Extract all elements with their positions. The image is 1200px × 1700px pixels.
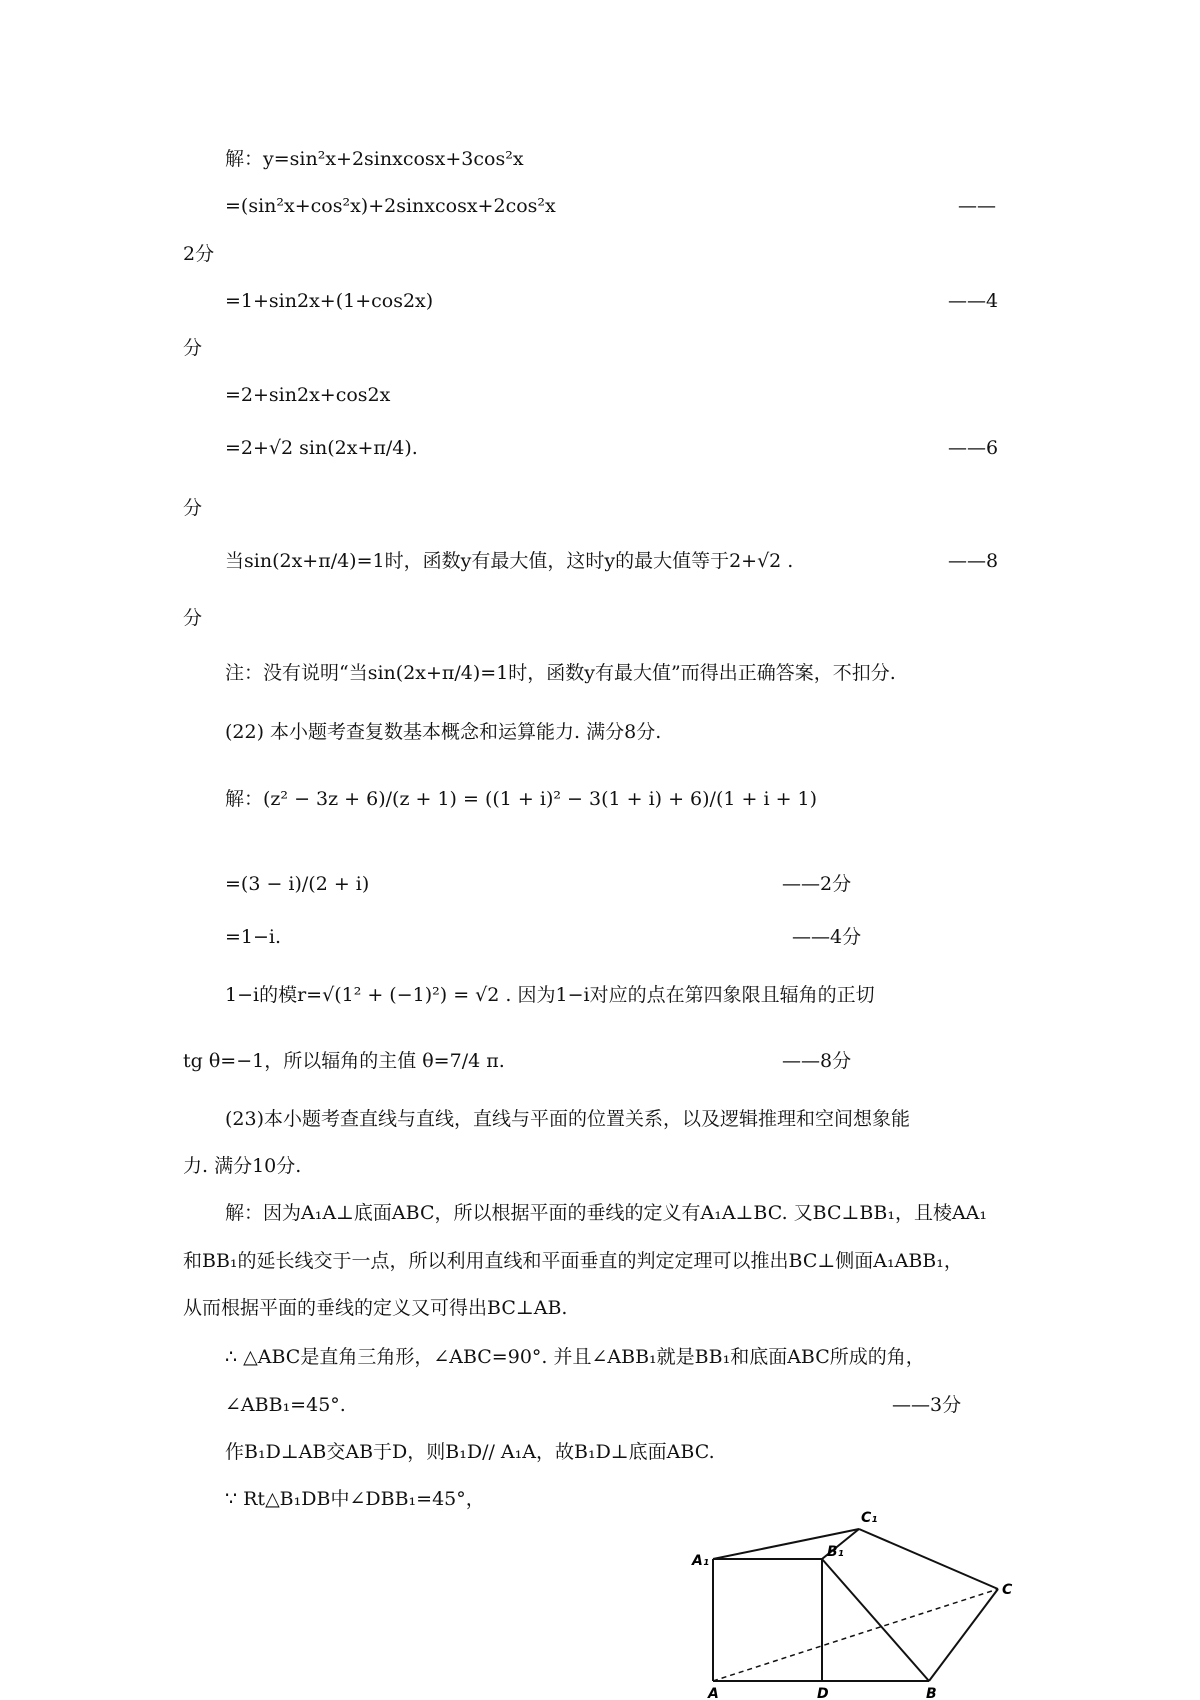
text-line: 注：没有说明“当sin(2x+π/4)=1时，函数y有最大值”而得出正确答案，不扣分. <box>225 662 896 684</box>
text-line: ∠ABB₁=45°. <box>225 1394 346 1416</box>
label-a: A <box>708 1686 719 1700</box>
score-marker: ——8分 <box>782 1050 852 1072</box>
text-line: =(sin²x+cos²x)+2sinxcosx+2cos²x <box>225 195 556 217</box>
text-line: 解：因为A₁A⊥底面ABC，所以根据平面的垂线的定义有A₁A⊥BC. 又BC⊥BB₁，且棱AA₁ <box>225 1202 988 1224</box>
text-line: ∴ △ABC是直角三角形，∠ABC=90°. 并且∠ABB₁就是BB₁和底面ABC所成的角， <box>225 1346 925 1368</box>
score-marker: —— <box>958 195 996 217</box>
score-marker: ——3分 <box>892 1394 962 1416</box>
text-line: =2+sin2x+cos2x <box>225 384 391 406</box>
label-b: B <box>926 1686 937 1700</box>
score-marker: ——2分 <box>782 873 852 895</box>
edge-c1c <box>859 1529 998 1589</box>
edge-ac-hidden <box>713 1589 998 1681</box>
label-c: C <box>1002 1582 1013 1598</box>
label-d: D <box>817 1686 829 1700</box>
text-line: =(3 − i)/(2 + i) <box>225 873 370 895</box>
text-line: 力. 满分10分. <box>183 1155 302 1177</box>
text-line: 解：y=sin²x+2sinxcosx+3cos²x <box>225 148 524 170</box>
text-line: 作B₁D⊥AB交AB于D，则B₁D// A₁A，故B₁D⊥底面ABC. <box>225 1441 715 1463</box>
score-marker: ——4分 <box>792 926 862 948</box>
text-line: =1+sin2x+(1+cos2x) <box>225 290 434 312</box>
text-line: (22) 本小题考查复数基本概念和运算能力. 满分8分. <box>225 721 662 743</box>
text-line: (23)本小题考查直线与直线，直线与平面的位置关系，以及逻辑推理和空间想象能 <box>225 1108 911 1130</box>
text-line: 从而根据平面的垂线的定义又可得出BC⊥AB. <box>183 1297 568 1319</box>
text-line: ∵ Rt△B₁DB中∠DBB₁=45°， <box>225 1488 485 1510</box>
text-line: tg θ=−1，所以辐角的主值 θ=7/4 π. <box>183 1050 505 1072</box>
label-b1: B₁ <box>827 1544 844 1560</box>
prism-figure <box>690 1505 1050 1700</box>
label-c1: C₁ <box>861 1510 878 1526</box>
text-line: 1−i的模r=√(1² + (−1)²) = √2 . 因为1−i对应的点在第四象限且辐角的正切 <box>225 984 875 1006</box>
score-marker: ——4 <box>948 290 999 312</box>
text-line: 和BB₁的延长线交于一点，所以利用直线和平面垂直的判定定理可以推出BC⊥侧面A₁ABB₁， <box>183 1250 963 1272</box>
score-marker: ——6 <box>948 437 999 459</box>
text-line: =2+√2 sin(2x+π/4). <box>225 437 418 459</box>
text-line: 解：(z² − 3z + 6)/(z + 1) = ((1 + i)² − 3(1 + i) + 6)/(1 + i + 1) <box>225 788 818 810</box>
edge-bc <box>929 1589 998 1681</box>
label-a1: A₁ <box>692 1553 709 1569</box>
edge-b1b <box>822 1559 929 1681</box>
text-line: 分 <box>183 497 203 519</box>
text-line: 当sin(2x+π/4)=1时，函数y有最大值，这时y的最大值等于2+√2 . <box>225 550 794 572</box>
text-line: 2分 <box>183 243 215 265</box>
score-marker: ——8 <box>948 550 999 572</box>
text-line: =1−i. <box>225 926 282 948</box>
text-line: 分 <box>183 337 203 359</box>
text-line: 分 <box>183 607 203 629</box>
